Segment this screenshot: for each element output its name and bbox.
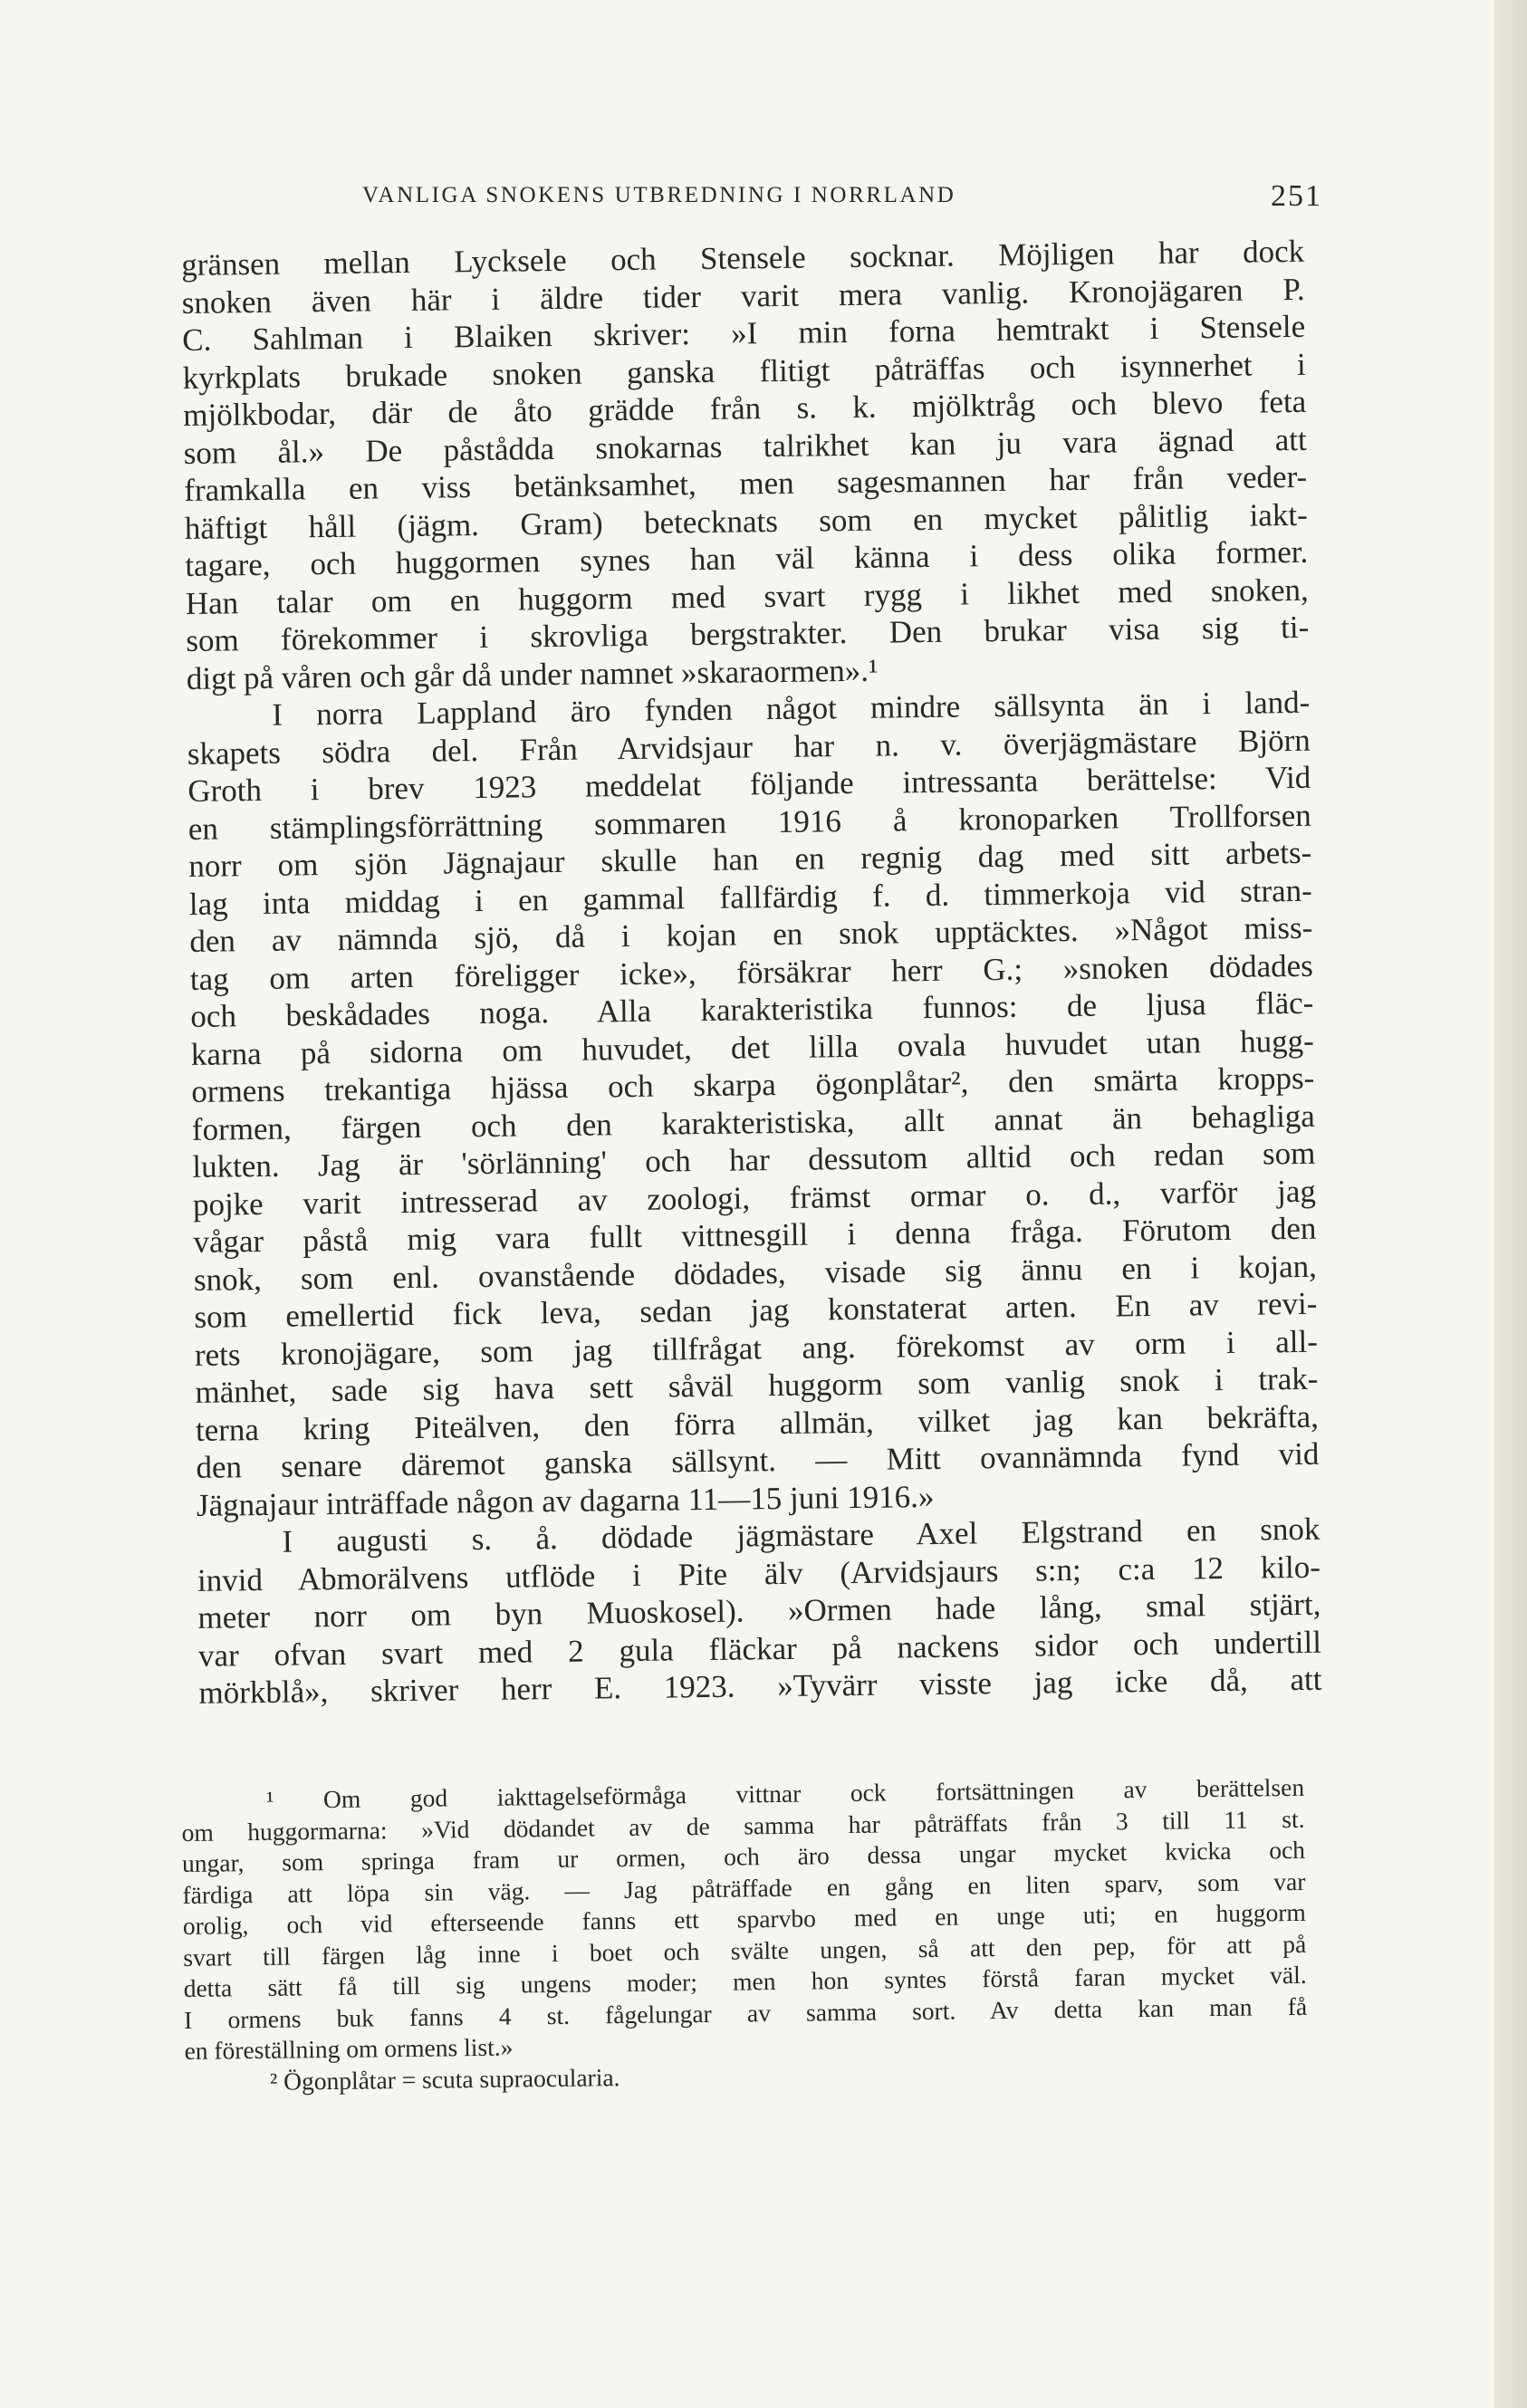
body-line: digt på våren och går då under namnet »skaraormen».¹ — [186, 652, 879, 696]
body-line: gränsen mellan Lycksele och Stensele socknar. Möjligen har dock — [181, 233, 1305, 283]
body-line: snok, som enl. ovanstående dödades, visade sig ännu en i kojan, — [193, 1248, 1318, 1298]
body-line: vågar påstå mig vara fullt vittnesgill i denna fråga. Förutom den — [193, 1210, 1317, 1260]
footnote-line: orolig, och vid efterseende fanns ett sparvbo med en unge uti; en huggorm — [182, 1897, 1306, 1940]
body-line: I norra Lappland äro fynden något mindre sällsynta än i land- — [272, 684, 1311, 733]
body-line: rets kronojägare, som jag tillfrågat ang. förekomst av orm i all- — [194, 1323, 1319, 1373]
body-line: den av nämnda sjö, då i kojan en snok upptäcktes. »Något miss- — [189, 909, 1313, 959]
body-line: norr om sjön Jägnajaur skulle han en regnig dag med sitt arbets- — [188, 834, 1312, 884]
footnote-line: en föreställning om ormens list.» — [184, 2032, 514, 2065]
page-number: 251 — [1271, 179, 1322, 213]
body-line: Groth i brev 1923 meddelat följande intressanta berättelse: Vid — [187, 759, 1311, 809]
body-line: en stämplingsförrättning sommaren 1916 å kronoparken Trollforsen — [187, 797, 1312, 847]
body-line: snoken även här i äldre tider varit mera vanlig. Kronojägaren P. — [181, 271, 1305, 321]
body-line: var ofvan svart med 2 gula fläckar på nackens sidor och undertill — [197, 1624, 1322, 1674]
body-line: kyrkplats brukade snoken ganska flitigt påträffas och isynnerhet i — [182, 346, 1306, 396]
body-line: terna kring Piteälven, den förra allmän, vilket jag kan bekräfta, — [195, 1398, 1320, 1448]
body-line: ormens trekantiga hjässa och skarpa ögonplåtar², den smärta kropps- — [191, 1060, 1315, 1109]
body-line: I augusti s. å. dödade jägmästare Axel Elgstrand en snok — [282, 1511, 1321, 1559]
body-line: den senare däremot ganska sällsynt. — Mitt ovannämnda fynd vid — [196, 1435, 1320, 1485]
body-line: och beskådades noga. Alla karakteristika funnos: de ljusa fläc- — [190, 984, 1314, 1034]
body-line: formen, färgen och den karakteristiska, allt annat än behagliga — [191, 1098, 1316, 1147]
footnote-line: detta sätt få till sig ungens moder; men hon syntes förstå faran mycket väl. — [183, 1960, 1307, 2002]
body-line: karna på sidorna om huvudet, det lilla ovala huvudet utan hugg- — [190, 1022, 1315, 1072]
page-header — [181, 181, 1322, 221]
body-line: som ål.» De påstådda snokarnas talrikhet kan ju vara ägnad att — [183, 421, 1307, 471]
running-head: VANLIGA SNOKENS UTBREDNING I NORRLAND — [362, 183, 956, 207]
body-line: mörkblå», skriver herr E. 1923. »Tyvärr visste jag icke då, att — [198, 1661, 1322, 1711]
body-line: mjölkbodar, där de åto grädde från s. k. mjölktråg och blevo feta — [183, 383, 1307, 433]
page-edge-shadow — [1494, 0, 1527, 2408]
body-line: tagare, och huggormen synes han väl känna i dess olika former. — [185, 533, 1309, 583]
body-line: Jägnajaur inträffade någon av dagarna 11—15 juni 1916.» — [196, 1478, 935, 1523]
footnote-line: färdiga att löpa sin väg. — Jag påträffade en gång en liten sparv, som var — [182, 1866, 1306, 1909]
body-line: som emellertid fick leva, sedan jag konstaterat arten. En av revi- — [194, 1285, 1318, 1335]
body-line: Han talar om en huggorm med svart rygg i likhet med snoken, — [185, 571, 1309, 621]
body-line: häftigt håll (jägm. Gram) betecknats som en mycket pålitlig iakt- — [184, 496, 1308, 546]
footnote-line: svart till färgen låg inne i boet och svälte ungen, så att den pep, för att på — [183, 1929, 1307, 1971]
body-line: invid Abmorälvens utflöde i Pite älv (Arvidsjaurs s:n; c:a 12 kilo- — [197, 1549, 1321, 1598]
footnotes — [181, 1772, 1308, 2098]
footnote-line: ungar, som springa fram ur ormen, och äro dessa ungar mycket kvicka och — [181, 1835, 1306, 1877]
body-line: framkalla en viss betänksamhet, men sagesmannen har från veder- — [184, 458, 1308, 508]
footnote-line: om huggormarna: »Vid dödandet av de samma har påträffats från 3 till 11 st. — [181, 1804, 1305, 1847]
body-line: lukten. Jag är 'sörlänning' och har dessutom alltid och redan som — [192, 1135, 1316, 1185]
footnote-line: ¹ Om god iakttagelseförmåga vittnar ock fortsättningen av berättelsen — [266, 1772, 1305, 1814]
footnote-line: ² Ögonplåtar = scuta supraocularia. — [269, 2062, 620, 2096]
body-line: meter norr om byn Muoskosel). »Ormen hade lång, smal stjärt, — [197, 1586, 1321, 1636]
body-line: pojke varit intresserad av zoologi, främst ormar o. d., varför jag — [192, 1173, 1317, 1223]
body-line: som förekommer i skrovliga bergstrakter. Den brukar visa sig ti- — [186, 609, 1310, 658]
body-line: skapets södra del. Från Arvidsjaur har n. v. överjägmästare Björn — [187, 722, 1311, 772]
footnote-line: I ormens buk fanns 4 st. fågelungar av samma sort. Av detta kan man få — [183, 1991, 1308, 2034]
body-line: mänhet, sade sig hava sett såväl huggorm som vanlig snok i trak- — [195, 1360, 1319, 1410]
body-line: lag inta middag i en gammal fallfärdig f. d. timmerkoja vid stran- — [188, 872, 1313, 922]
body-line: C. Sahlman i Blaiken skriver: »I min forna hemtrakt i Stensele — [182, 308, 1306, 358]
body-line: tag om arten föreligger icke», försäkrar herr G.; »snoken dödades — [189, 947, 1314, 997]
body-text — [181, 233, 1322, 1712]
